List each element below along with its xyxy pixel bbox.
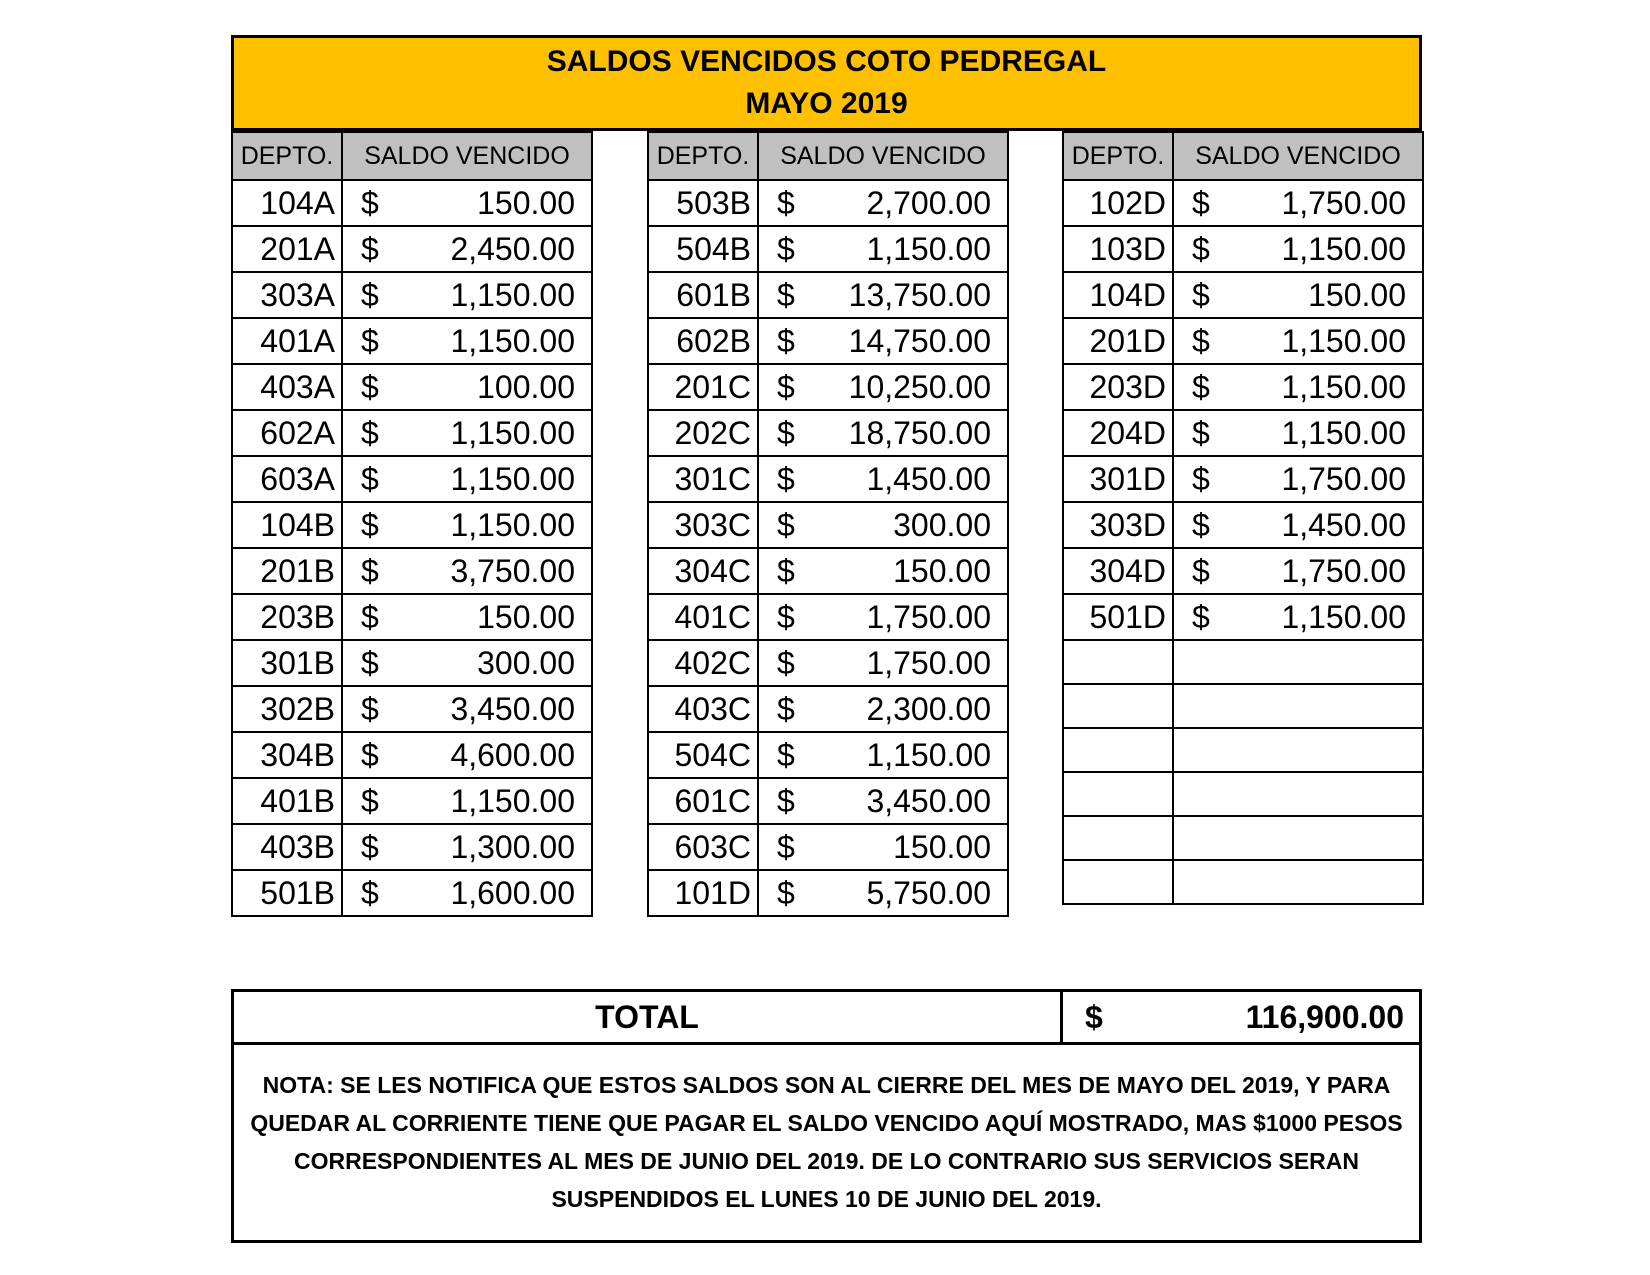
currency-symbol: $ — [361, 645, 379, 681]
saldo-cell — [1173, 272, 1423, 318]
saldo-value: 150.00 — [893, 553, 991, 589]
total-divider — [1060, 992, 1063, 1042]
currency-symbol: $ — [1192, 185, 1210, 221]
depto-cell: 501D — [1063, 594, 1173, 640]
depto-cell: 203D — [1063, 364, 1173, 410]
saldo-cell — [758, 502, 1008, 548]
table-row — [1063, 456, 1423, 502]
table-row — [648, 180, 1008, 226]
depto-cell: 104D — [1063, 272, 1173, 318]
report-title: SALDOS VENCIDOS COTO PEDREGAL — [546, 45, 1107, 78]
depto-cell: 602A — [232, 410, 342, 456]
currency-symbol: $ — [361, 415, 379, 451]
saldo-cell — [758, 364, 1008, 410]
currency-symbol: $ — [1192, 599, 1210, 635]
saldo-value: 10,250.00 — [848, 369, 991, 405]
saldo-cell — [1173, 728, 1423, 772]
saldo-value: 1,750.00 — [1281, 185, 1406, 221]
saldo-cell — [342, 226, 592, 272]
depto-cell: 304B — [232, 732, 342, 778]
saldo-cell — [1173, 318, 1423, 364]
table-row — [648, 640, 1008, 686]
depto-cell: 603C — [648, 824, 758, 870]
depto-cell: 102D — [1063, 180, 1173, 226]
table-row — [1063, 226, 1423, 272]
depto-cell: 503B — [648, 180, 758, 226]
table-row — [1063, 272, 1423, 318]
saldo-value: 1,750.00 — [1281, 553, 1406, 589]
table-row — [232, 180, 592, 226]
depto-cell: 104B — [232, 502, 342, 548]
saldo-cell — [1173, 410, 1423, 456]
table-row — [1063, 860, 1423, 904]
depto-cell — [1063, 728, 1173, 772]
saldo-value: 1,450.00 — [866, 461, 991, 497]
table-row — [232, 686, 592, 732]
saldo-cell — [1173, 640, 1423, 684]
saldo-cell — [342, 180, 592, 226]
depto-cell: 104A — [232, 180, 342, 226]
table-row — [648, 870, 1008, 916]
table-row — [232, 732, 592, 778]
depto-cell — [1063, 772, 1173, 816]
saldo-cell — [1173, 594, 1423, 640]
depto-cell: 304D — [1063, 548, 1173, 594]
header-saldo-vencido: SALDO VENCIDO — [1173, 132, 1423, 180]
currency-symbol: $ — [1192, 231, 1210, 267]
saldo-value: 300.00 — [477, 645, 575, 681]
saldo-cell — [342, 778, 592, 824]
table-row — [1063, 772, 1423, 816]
saldo-value: 150.00 — [893, 829, 991, 865]
currency-symbol: $ — [361, 737, 379, 773]
header-depto: DEPTO. — [232, 132, 342, 180]
depto-cell: 401B — [232, 778, 342, 824]
depto-cell: 603A — [232, 456, 342, 502]
currency-symbol: $ — [1192, 507, 1210, 543]
currency-symbol: $ — [777, 369, 795, 405]
saldo-cell — [758, 180, 1008, 226]
saldo-cell — [342, 502, 592, 548]
header-depto: DEPTO. — [648, 132, 758, 180]
table-row — [232, 272, 592, 318]
currency-symbol: $ — [361, 461, 379, 497]
saldo-value: 14,750.00 — [848, 323, 991, 359]
table-row — [1063, 364, 1423, 410]
saldo-value: 300.00 — [893, 507, 991, 543]
total-label: TOTAL — [595, 999, 699, 1035]
saldo-value: 1,150.00 — [450, 461, 575, 497]
table-row — [232, 502, 592, 548]
depto-cell: 301B — [232, 640, 342, 686]
depto-cell: 304C — [648, 548, 758, 594]
saldo-cell — [758, 778, 1008, 824]
currency-symbol: $ — [361, 599, 379, 635]
saldo-cell — [1173, 816, 1423, 860]
table-header-row — [648, 132, 1008, 180]
currency-symbol: $ — [777, 231, 795, 267]
currency-symbol: $ — [777, 783, 795, 819]
currency-symbol: $ — [1192, 277, 1210, 313]
total-and-note-box — [231, 989, 1422, 1243]
depto-cell — [1063, 684, 1173, 728]
currency-symbol: $ — [361, 783, 379, 819]
total-row — [234, 992, 1419, 1045]
saldo-cell — [342, 318, 592, 364]
saldo-value: 150.00 — [477, 185, 575, 221]
saldo-value: 1,150.00 — [450, 507, 575, 543]
report-title-banner — [231, 35, 1422, 131]
depto-cell — [1063, 816, 1173, 860]
currency-symbol: $ — [777, 461, 795, 497]
table-row — [232, 548, 592, 594]
saldo-value: 1,150.00 — [450, 277, 575, 313]
table-row — [232, 594, 592, 640]
saldo-cell — [758, 870, 1008, 916]
currency-symbol: $ — [361, 507, 379, 543]
table-header-row — [1063, 132, 1423, 180]
depto-cell — [1063, 860, 1173, 904]
table-row — [1063, 548, 1423, 594]
table-row — [648, 686, 1008, 732]
currency-symbol: $ — [361, 277, 379, 313]
table-row — [648, 594, 1008, 640]
depto-cell: 101D — [648, 870, 758, 916]
depto-cell: 204D — [1063, 410, 1173, 456]
saldo-value: 1,150.00 — [450, 323, 575, 359]
saldo-value: 1,750.00 — [866, 599, 991, 635]
saldo-cell — [1173, 860, 1423, 904]
saldo-cell — [1173, 548, 1423, 594]
currency-symbol: $ — [361, 553, 379, 589]
depto-cell: 403C — [648, 686, 758, 732]
saldo-cell — [1173, 684, 1423, 728]
currency-symbol: $ — [361, 323, 379, 359]
saldo-value: 1,450.00 — [1281, 507, 1406, 543]
table-row — [1063, 728, 1423, 772]
depto-cell: 301D — [1063, 456, 1173, 502]
saldo-value: 1,150.00 — [866, 231, 991, 267]
saldo-cell — [758, 272, 1008, 318]
table-row — [232, 318, 592, 364]
depto-cell: 602B — [648, 318, 758, 364]
currency-symbol: $ — [777, 185, 795, 221]
depto-cell: 303D — [1063, 502, 1173, 548]
currency-symbol: $ — [361, 369, 379, 405]
saldo-cell — [758, 226, 1008, 272]
saldo-cell — [342, 732, 592, 778]
saldo-value: 13,750.00 — [848, 277, 991, 313]
saldo-cell — [342, 456, 592, 502]
currency-symbol: $ — [777, 553, 795, 589]
saldo-cell — [758, 410, 1008, 456]
balances-table-3 — [1062, 131, 1424, 905]
saldo-cell — [1173, 180, 1423, 226]
table-row — [1063, 180, 1423, 226]
currency-symbol: $ — [777, 875, 795, 911]
saldo-value: 2,700.00 — [866, 185, 991, 221]
saldo-value: 4,600.00 — [450, 737, 575, 773]
depto-cell: 501B — [232, 870, 342, 916]
saldo-value: 1,150.00 — [1281, 369, 1406, 405]
depto-cell: 302B — [232, 686, 342, 732]
depto-cell: 203B — [232, 594, 342, 640]
saldo-value: 100.00 — [477, 369, 575, 405]
saldo-cell — [342, 686, 592, 732]
saldo-value: 18,750.00 — [848, 415, 991, 451]
saldo-cell — [758, 456, 1008, 502]
saldo-cell — [1173, 226, 1423, 272]
saldo-cell — [758, 318, 1008, 364]
saldo-cell — [1173, 364, 1423, 410]
saldo-value: 3,750.00 — [450, 553, 575, 589]
depto-cell: 401A — [232, 318, 342, 364]
currency-symbol: $ — [361, 875, 379, 911]
saldo-cell — [758, 640, 1008, 686]
table-row — [648, 456, 1008, 502]
currency-symbol: $ — [1192, 415, 1210, 451]
saldo-value: 150.00 — [1308, 277, 1406, 313]
saldo-value: 1,300.00 — [450, 829, 575, 865]
header-saldo-vencido: SALDO VENCIDO — [758, 132, 1008, 180]
saldo-cell — [758, 686, 1008, 732]
currency-symbol: $ — [1192, 323, 1210, 359]
currency-symbol: $ — [1192, 461, 1210, 497]
currency-symbol: $ — [777, 829, 795, 865]
depto-cell: 504C — [648, 732, 758, 778]
saldo-cell — [342, 548, 592, 594]
depto-cell: 201A — [232, 226, 342, 272]
currency-symbol: $ — [361, 829, 379, 865]
table-row — [648, 272, 1008, 318]
depto-cell: 201C — [648, 364, 758, 410]
saldo-value: 1,150.00 — [450, 415, 575, 451]
table-row — [232, 226, 592, 272]
depto-cell: 403B — [232, 824, 342, 870]
currency-symbol: $ — [777, 507, 795, 543]
saldo-value: 1,750.00 — [1281, 461, 1406, 497]
saldo-value: 2,300.00 — [866, 691, 991, 727]
saldo-cell — [1173, 772, 1423, 816]
saldo-cell — [342, 272, 592, 318]
saldo-value: 1,150.00 — [450, 783, 575, 819]
depto-cell: 403A — [232, 364, 342, 410]
currency-symbol: $ — [777, 599, 795, 635]
currency-symbol: $ — [777, 691, 795, 727]
depto-cell: 601B — [648, 272, 758, 318]
table-row — [232, 824, 592, 870]
saldo-cell — [342, 870, 592, 916]
saldo-cell — [342, 594, 592, 640]
saldo-value: 1,750.00 — [866, 645, 991, 681]
table-header-row — [232, 132, 592, 180]
depto-cell: 103D — [1063, 226, 1173, 272]
currency-symbol: $ — [1192, 553, 1210, 589]
saldo-cell — [1173, 502, 1423, 548]
saldo-value: 1,150.00 — [1281, 323, 1406, 359]
table-row — [648, 548, 1008, 594]
currency-symbol: $ — [777, 737, 795, 773]
currency-symbol: $ — [777, 323, 795, 359]
total-value: 116,900.00 — [1245, 999, 1404, 1035]
currency-symbol: $ — [1192, 369, 1210, 405]
saldo-value: 1,150.00 — [1281, 415, 1406, 451]
saldo-value: 3,450.00 — [450, 691, 575, 727]
table-row — [1063, 684, 1423, 728]
table-row — [1063, 594, 1423, 640]
saldo-value: 1,150.00 — [866, 737, 991, 773]
depto-cell — [1063, 640, 1173, 684]
currency-symbol: $ — [361, 691, 379, 727]
saldo-value: 150.00 — [477, 599, 575, 635]
table-row — [232, 870, 592, 916]
table-row — [1063, 640, 1423, 684]
saldo-value: 1,150.00 — [1281, 599, 1406, 635]
table-row — [232, 778, 592, 824]
table-row — [232, 364, 592, 410]
balances-table-2 — [647, 131, 1009, 917]
table-row — [1063, 318, 1423, 364]
depto-cell: 201B — [232, 548, 342, 594]
saldo-cell — [758, 548, 1008, 594]
table-row — [648, 778, 1008, 824]
table-row — [648, 318, 1008, 364]
table-row — [648, 824, 1008, 870]
table-row — [1063, 410, 1423, 456]
saldo-cell — [342, 824, 592, 870]
currency-symbol: $ — [361, 185, 379, 221]
saldo-cell — [758, 594, 1008, 640]
currency-symbol: $ — [777, 277, 795, 313]
table-row — [648, 732, 1008, 778]
saldo-cell — [1173, 456, 1423, 502]
depto-cell: 401C — [648, 594, 758, 640]
saldo-value: 1,600.00 — [450, 875, 575, 911]
table-row — [232, 640, 592, 686]
depto-cell: 301C — [648, 456, 758, 502]
table-row — [232, 410, 592, 456]
table-row — [1063, 502, 1423, 548]
depto-cell: 504B — [648, 226, 758, 272]
report-period: MAYO 2019 — [745, 87, 908, 120]
table-row — [648, 364, 1008, 410]
saldo-value: 3,450.00 — [866, 783, 991, 819]
table-row — [648, 410, 1008, 456]
saldo-cell — [342, 640, 592, 686]
saldo-value: 2,450.00 — [450, 231, 575, 267]
table-row — [648, 502, 1008, 548]
saldo-cell — [758, 824, 1008, 870]
table-row — [648, 226, 1008, 272]
depto-cell: 303A — [232, 272, 342, 318]
saldo-value: 5,750.00 — [866, 875, 991, 911]
table-row — [232, 456, 592, 502]
currency-symbol: $ — [777, 415, 795, 451]
total-currency: $ — [1085, 999, 1103, 1035]
balances-table-1 — [231, 131, 593, 917]
depto-cell: 601C — [648, 778, 758, 824]
currency-symbol: $ — [777, 645, 795, 681]
header-depto: DEPTO. — [1063, 132, 1173, 180]
depto-cell: 402C — [648, 640, 758, 686]
depto-cell: 202C — [648, 410, 758, 456]
currency-symbol: $ — [361, 231, 379, 267]
saldo-cell — [342, 410, 592, 456]
saldo-cell — [342, 364, 592, 410]
saldo-value: 1,150.00 — [1281, 231, 1406, 267]
depto-cell: 201D — [1063, 318, 1173, 364]
table-row — [1063, 816, 1423, 860]
saldo-cell — [758, 732, 1008, 778]
header-saldo-vencido: SALDO VENCIDO — [342, 132, 592, 180]
payment-note: NOTA: SE LES NOTIFICA QUE ESTOS SALDOS SON AL CIERRE DEL MES DE MAYO DEL 2019, Y PARA QUEDAR AL CORRIENTE TIENE QUE PAGAR EL SALDO VENCIDO AQUÍ MOSTRADO, MAS $1000 PESOS CORRESPONDIENTES AL MES DE JUNIO DEL 2019. DE LO CONTRARIO SUS SERVICIOS SERAN SUSPENDIDOS EL LUNES 10 DE JUNIO DEL 2019. — [250, 1072, 1403, 1212]
depto-cell: 303C — [648, 502, 758, 548]
